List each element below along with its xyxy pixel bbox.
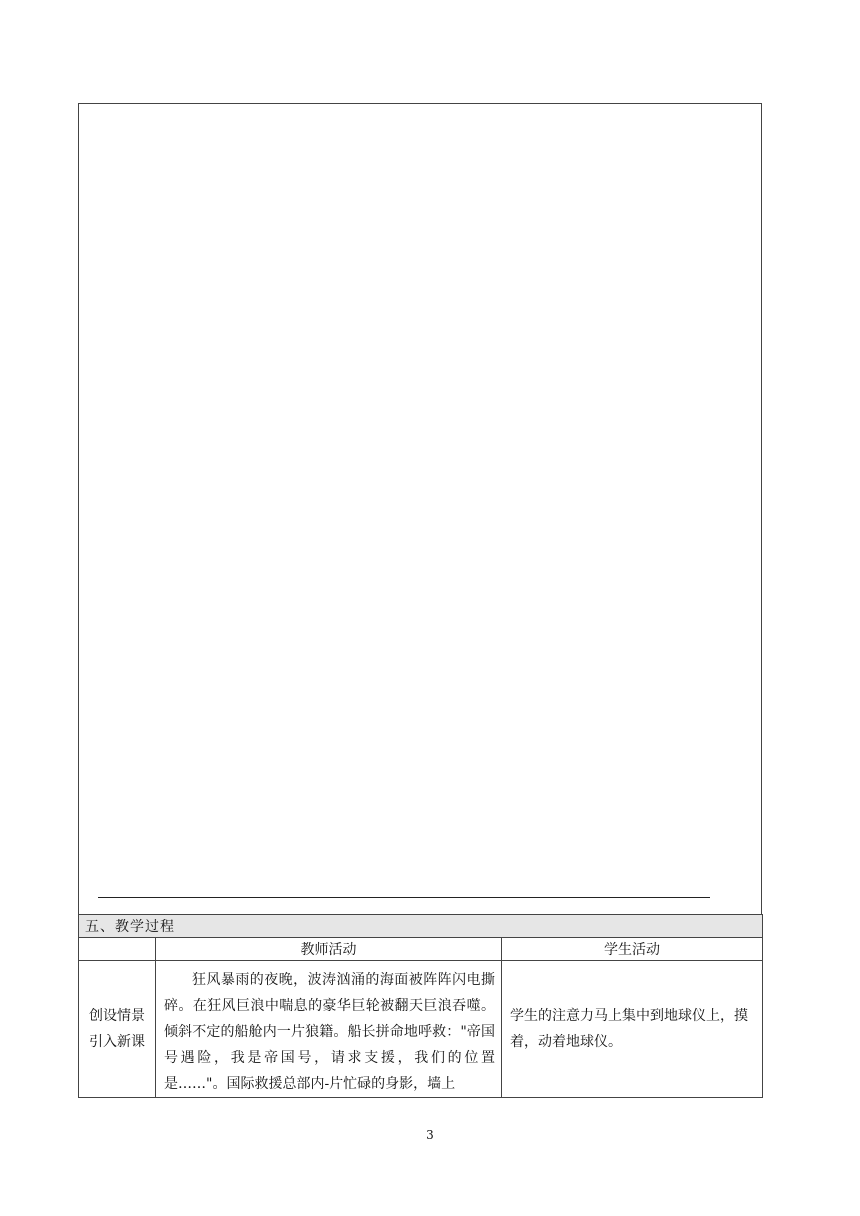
stage-column-header [79, 938, 156, 961]
section-header-row [79, 915, 763, 938]
stage-label [79, 961, 156, 1098]
teaching-process-table [78, 914, 763, 1098]
table-row [79, 961, 763, 1098]
student-activity-cell [502, 961, 763, 1098]
page-number: 3 [426, 1128, 434, 1142]
section-title: 五、教学过程 [79, 915, 763, 938]
stage-label-line: 引入新课 [89, 1034, 145, 1050]
column-header-row [79, 938, 763, 961]
teacher-activity-cell [156, 961, 502, 1098]
teacher-activity-text: 狂风暴雨的夜晚，波涛汹涌的海面被阵阵闪电撕碎。在狂风巨浪中喘息的豪华巨轮被翻天巨浪吞噬。倾斜不定的船舱内一片狼籍。船长拼命地呼救："帝国号遇险，我是帝国号，请求支援，我们的位置是……"。国际救援总部内-片忙碌的身影，墙上 [164, 972, 495, 1092]
teacher-column-header: 教师活动 [156, 938, 502, 961]
stage-label-line: 创设情景 [89, 1008, 145, 1024]
horizontal-rule [98, 897, 710, 898]
blank-content-box [78, 103, 762, 914]
student-column-header: 学生活动 [502, 938, 763, 961]
student-activity-text: 学生的注意力马上集中到地球仪上，摸着，动着地球仪。 [510, 1008, 748, 1050]
